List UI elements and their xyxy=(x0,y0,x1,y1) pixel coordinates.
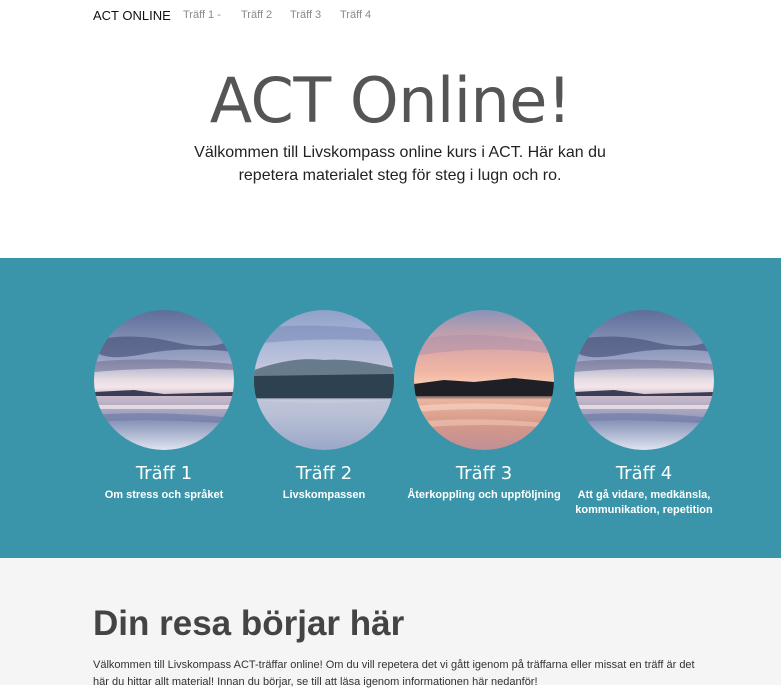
brand-link[interactable]: ACT ONLINE xyxy=(93,8,171,23)
session-title-4[interactable]: Träff 4 xyxy=(615,463,673,484)
top-navbar xyxy=(0,0,781,30)
intro-text: Välkommen till Livskompass ACT-träffar online! Om du vill repetera det vi gått igenom på träffarna eller missat en träff är det här du hittar allt material! Innan du börjar, se till att läsa igenom informationen här nedanför! xyxy=(93,659,695,688)
hero-subtitle: Välkommen till Livskompass online kurs i ACT. Här kan du repetera materialet steg för steg i lugn och ro. xyxy=(194,144,606,184)
nav-item-traff-2[interactable]: Träff 2 xyxy=(241,9,273,21)
nav-item-traff-4[interactable]: Träff 4 xyxy=(340,9,372,21)
session-desc-2: Livskompassen xyxy=(282,489,366,501)
session-title-3[interactable]: Träff 3 xyxy=(455,463,513,484)
session-image-2[interactable] xyxy=(254,310,394,450)
session-desc-3: Återkoppling och uppföljning xyxy=(407,489,561,501)
session-card-4[interactable] xyxy=(564,310,724,518)
session-desc-4: Att gå vidare, medkänsla, kommunikation, repetition xyxy=(575,489,713,516)
session-desc-1: Om stress och språket xyxy=(104,489,224,501)
session-title-2[interactable]: Träff 2 xyxy=(295,463,353,484)
session-card-2[interactable] xyxy=(244,310,404,503)
hero-title: ACT Online! xyxy=(209,64,572,137)
intro-title: Din resa börjar här xyxy=(93,604,405,643)
session-image-4[interactable] xyxy=(574,310,714,450)
nav-item-traff-1[interactable]: Träff 1 - xyxy=(183,9,221,21)
nav-item-traff-3[interactable]: Träff 3 xyxy=(290,9,322,21)
session-title-1[interactable]: Träff 1 xyxy=(135,463,193,484)
sessions-band xyxy=(0,258,781,558)
session-image-1[interactable] xyxy=(94,310,234,450)
session-card-3[interactable] xyxy=(404,310,564,503)
session-card-1[interactable] xyxy=(84,310,244,503)
intro-section xyxy=(0,558,781,688)
session-image-3[interactable] xyxy=(414,310,554,450)
